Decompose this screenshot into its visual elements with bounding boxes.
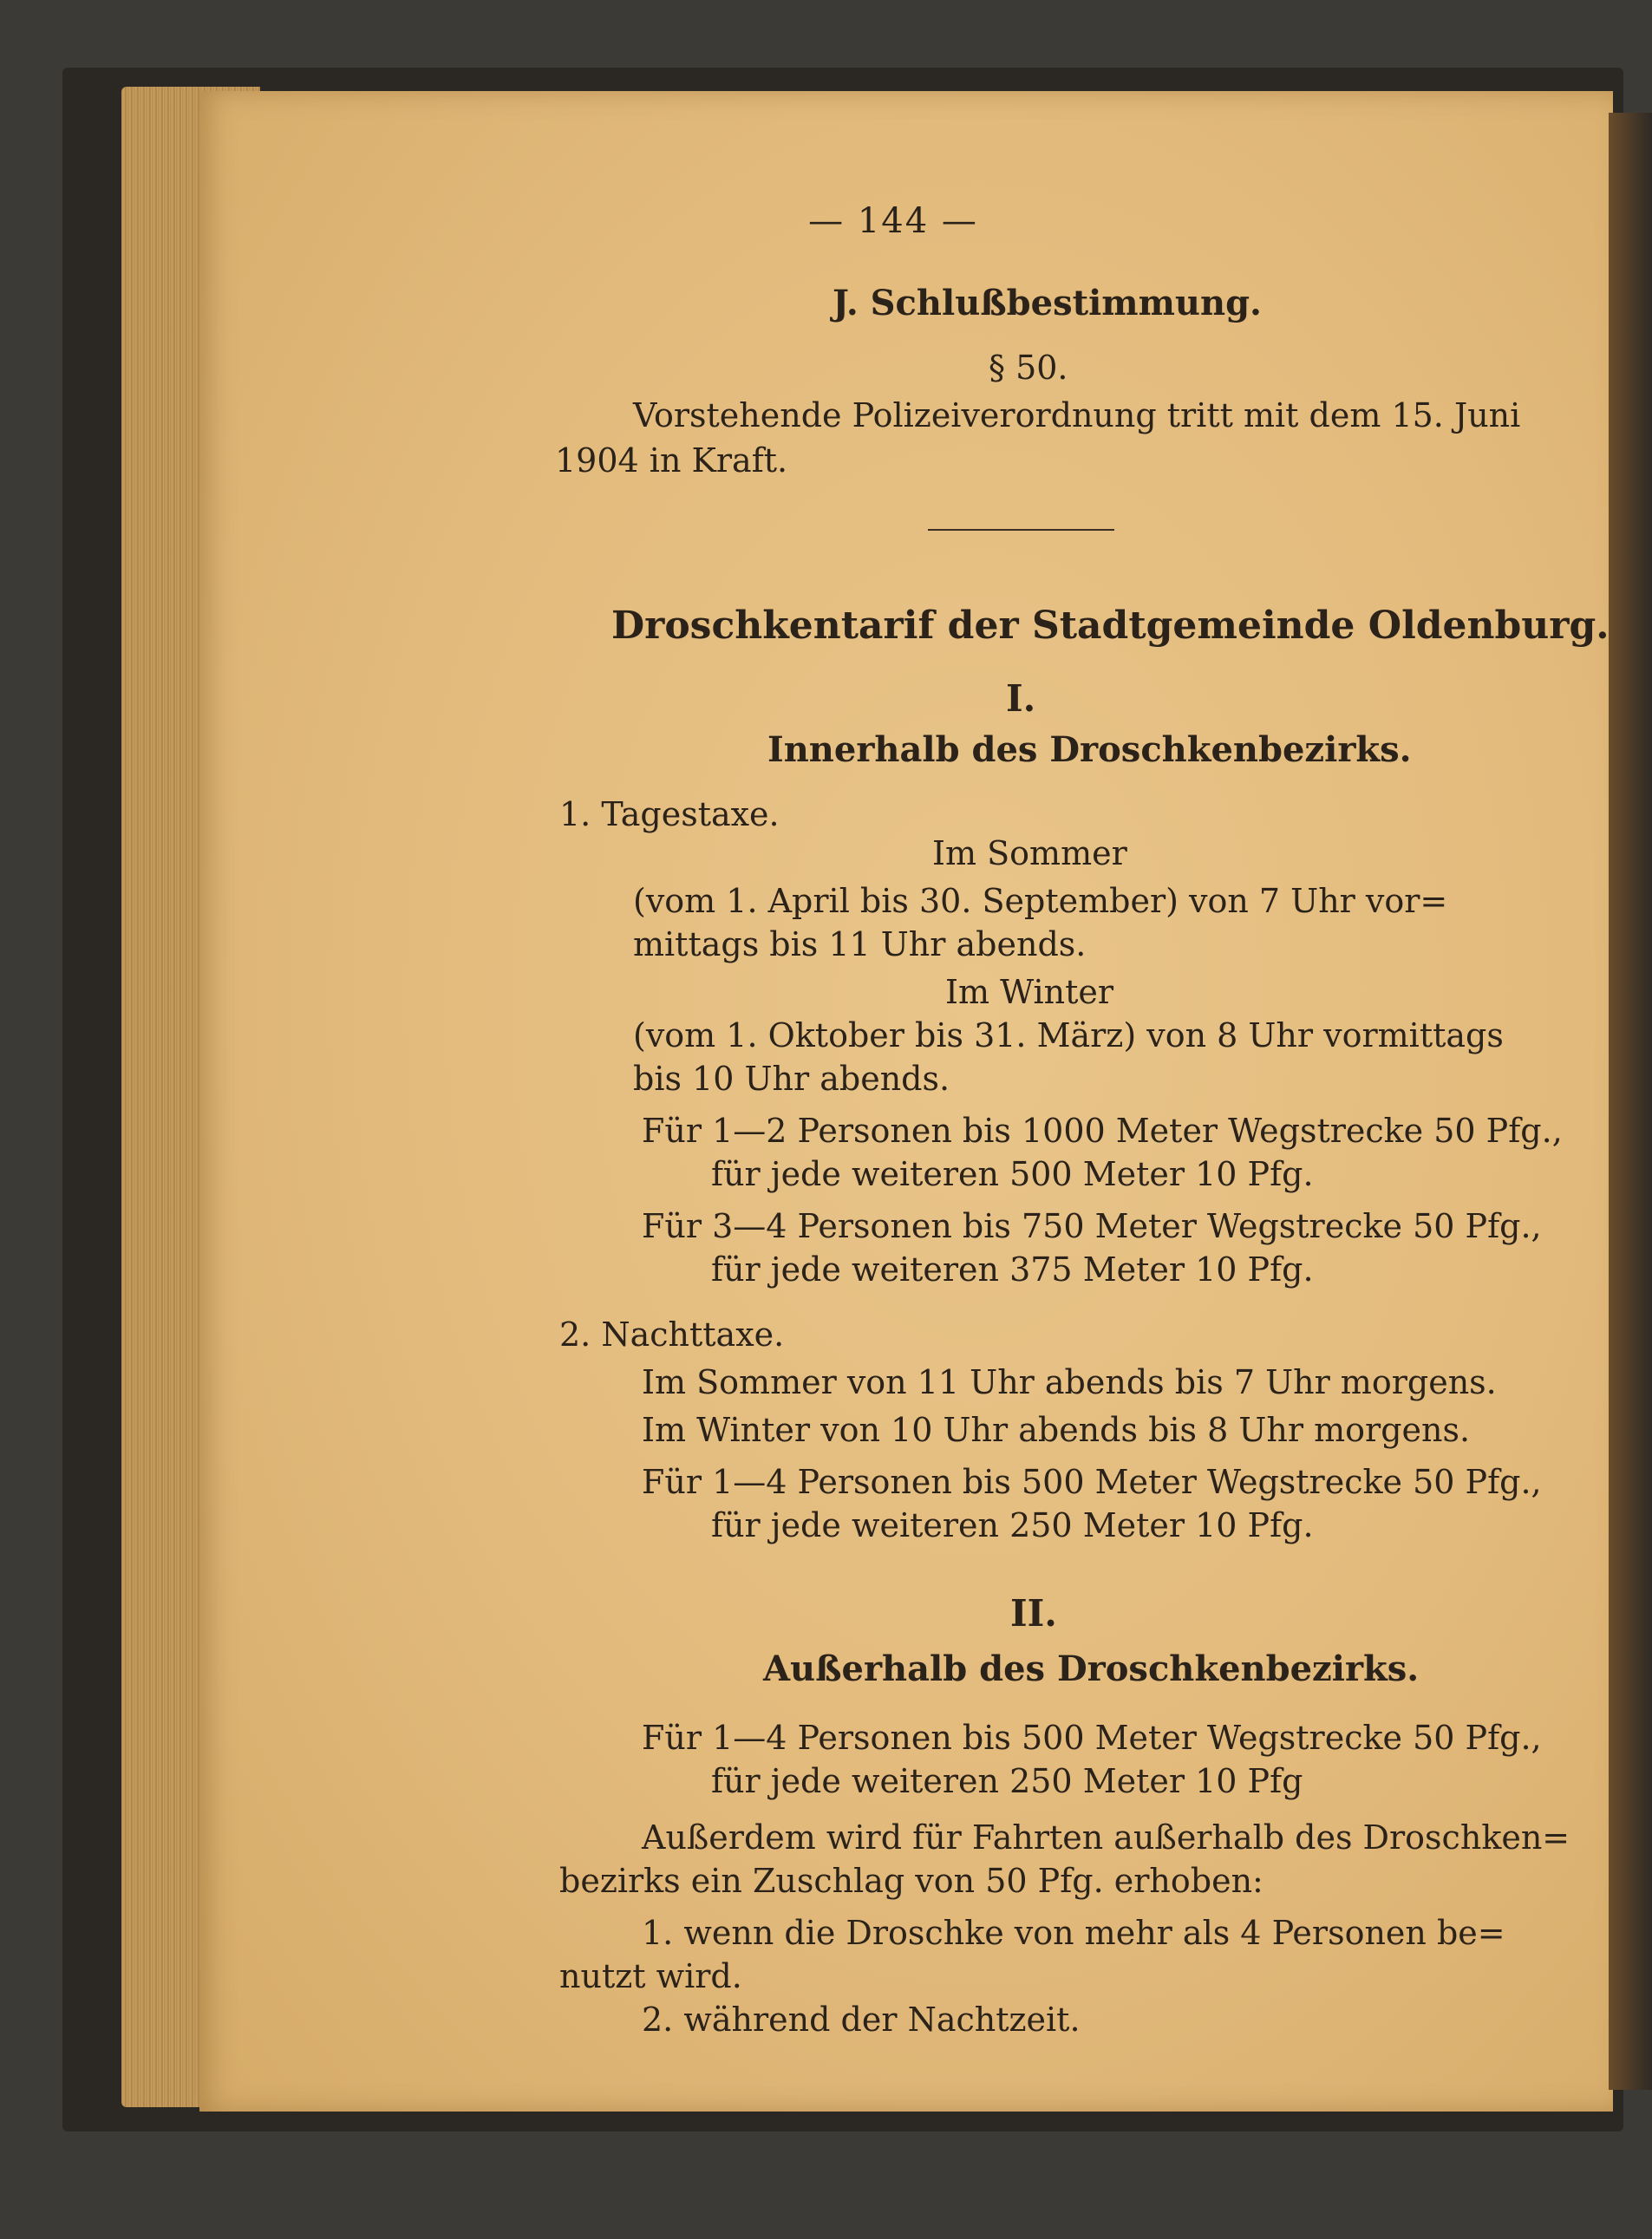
- rate1-line2: für jede weiteren 500 Meter 10 Pfg.: [711, 1155, 1314, 1193]
- extra-line2: bezirks ein Zuschlag von 50 Pfg. erhoben:: [559, 1862, 1263, 1900]
- rate2-line2: für jede weiteren 375 Meter 10 Pfg.: [711, 1250, 1314, 1289]
- part1-heading: Innerhalb des Droschkenbezirks.: [767, 729, 1412, 770]
- rate1-line1: Für 1—2 Personen bis 1000 Meter Wegstrecke 50 Pfg.,: [642, 1112, 1563, 1150]
- night-winter: Im Winter von 10 Uhr abends bis 8 Uhr morgens.: [642, 1411, 1471, 1449]
- part2-numeral: II.: [1010, 1592, 1057, 1635]
- summer-line1: (vom 1. April bis 30. September) von 7 Uhr vor=: [633, 882, 1448, 920]
- part2-rate-line1: Für 1—4 Personen bis 500 Meter Wegstrecke 50 Pfg.,: [642, 1719, 1542, 1757]
- nachttaxe-label: 2. Nachttaxe.: [559, 1315, 785, 1354]
- part2-rate-line2: für jede weiteren 250 Meter 10 Pfg: [711, 1762, 1303, 1800]
- rate3-line2: für jede weiteren 250 Meter 10 Pfg.: [711, 1506, 1314, 1544]
- item1-line1: 1. wenn die Droschke von mehr als 4 Personen be=: [642, 1914, 1505, 1952]
- winter-heading: Im Winter: [945, 973, 1114, 1011]
- part1-numeral: I.: [1006, 677, 1036, 720]
- tagestaxe-label: 1. Tagestaxe.: [559, 795, 780, 833]
- winter-line2: bis 10 Uhr abends.: [633, 1060, 950, 1098]
- section-text-line2: 1904 in Kraft.: [555, 441, 788, 480]
- section-text-line1: Vorstehende Polizeiverordnung tritt mit dem 15. Juni: [633, 396, 1521, 434]
- book-gutter: [1609, 113, 1652, 2090]
- item2: 2. während der Nachtzeit.: [642, 2001, 1081, 2039]
- separator-rule: [928, 529, 1114, 531]
- rate2-line1: Für 3—4 Personen bis 750 Meter Wegstrecke 50 Pfg.,: [642, 1207, 1542, 1245]
- extra-line1: Außerdem wird für Fahrten außerhalb des Droschken=: [642, 1818, 1570, 1857]
- item1-line2: nutzt wird.: [559, 1957, 742, 1995]
- section-heading: J. Schlußbestimmung.: [833, 283, 1262, 323]
- rate3-line1: Für 1—4 Personen bis 500 Meter Wegstrecke 50 Pfg.,: [642, 1463, 1542, 1501]
- part2-heading: Außerhalb des Droschkenbezirks.: [763, 1648, 1420, 1689]
- summer-heading: Im Sommer: [932, 834, 1127, 872]
- book-page: [199, 91, 1613, 2112]
- winter-line1: (vom 1. Oktober bis 31. März) von 8 Uhr vormittags: [633, 1016, 1504, 1054]
- summer-line2: mittags bis 11 Uhr abends.: [633, 925, 1087, 963]
- night-summer: Im Sommer von 11 Uhr abends bis 7 Uhr morgens.: [642, 1363, 1497, 1401]
- page-number: — 144 —: [808, 201, 978, 241]
- paragraph-number: § 50.: [989, 349, 1068, 387]
- tariff-title: Droschkentarif der Stadtgemeinde Oldenburg.: [611, 604, 1610, 648]
